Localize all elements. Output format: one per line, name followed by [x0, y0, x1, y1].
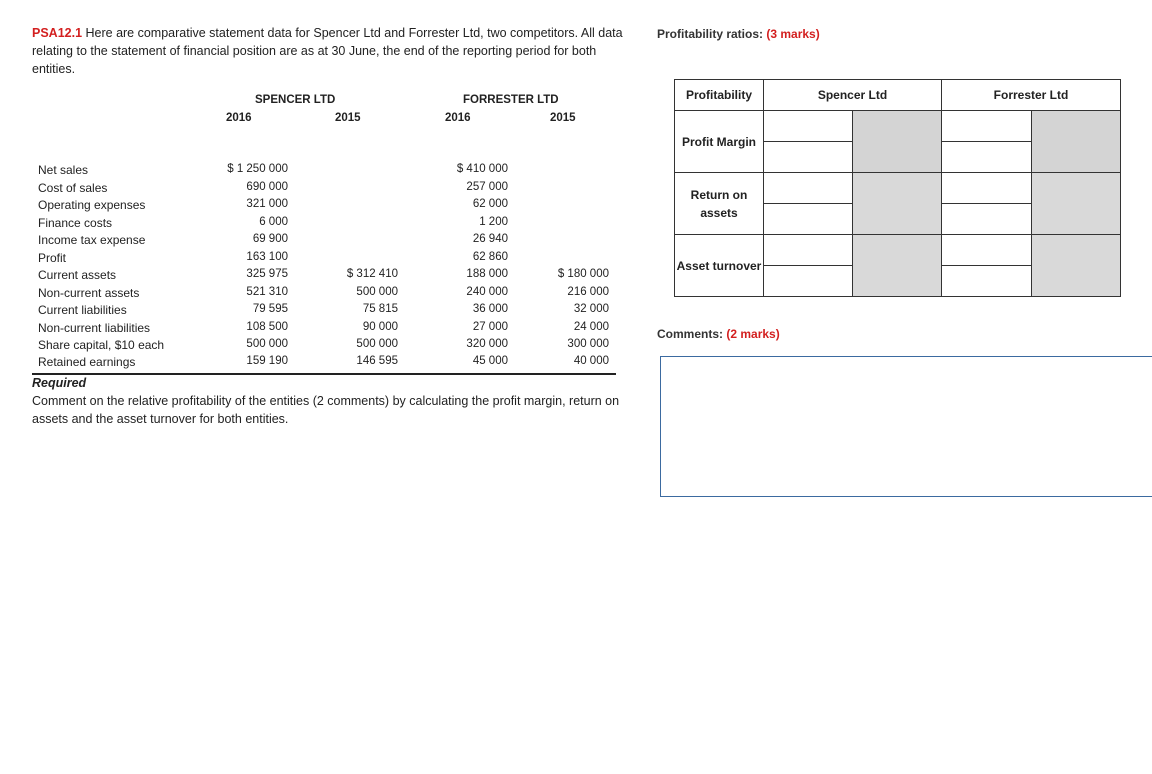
cell-value: 690 000	[246, 181, 288, 193]
cell-value: 90 000	[362, 321, 398, 333]
ratios-marks: (3 marks)	[766, 27, 820, 41]
cell-value: 32 000	[573, 303, 609, 315]
answer-cell[interactable]	[764, 111, 853, 142]
comments-title-text: Comments:	[657, 327, 727, 341]
ratios-title	[657, 27, 820, 41]
company-a-header: SPENCER LTD	[255, 94, 336, 106]
answer-cell[interactable]	[942, 204, 1032, 235]
cell-value: $ 180 000	[557, 268, 609, 280]
shaded-cell	[853, 235, 942, 297]
row-label: Current assets	[38, 268, 117, 282]
cell-value: 521 310	[246, 286, 288, 298]
cell-value: 500 000	[356, 338, 398, 350]
comments-title	[657, 327, 780, 341]
year-header: 2016	[226, 112, 252, 124]
row-label: Operating expenses	[38, 198, 146, 212]
answer-cell[interactable]	[942, 111, 1032, 142]
year-header: 2016	[445, 112, 471, 124]
question-intro	[32, 24, 632, 78]
question-code: PSA12.1	[32, 26, 83, 40]
comments-input[interactable]	[660, 356, 1152, 497]
year-header: 2015	[550, 112, 576, 124]
ratios-header-forrester: Forrester Ltd	[942, 80, 1121, 111]
answer-cell[interactable]	[764, 173, 853, 204]
answer-cell[interactable]	[942, 235, 1032, 266]
shaded-cell	[853, 111, 942, 173]
row-label: Profit	[38, 251, 67, 265]
cell-value: 26 940	[472, 233, 508, 245]
cell-value: 216 000	[567, 286, 609, 298]
cell-value: 300 000	[567, 338, 609, 350]
cell-value: 62 000	[472, 198, 508, 210]
cell-value: 75 815	[362, 303, 398, 315]
cell-value: 24 000	[573, 321, 609, 333]
cell-value: 62 860	[472, 251, 508, 263]
cell-value: 69 900	[252, 233, 288, 245]
answer-cell[interactable]	[942, 142, 1032, 173]
question-text: Here are comparative statement data for Spencer Ltd and Forrester Ltd, two competitors. All data relating to the statement of financial position are as at 30 June, the end of the reporting period for both entities.	[32, 26, 623, 76]
ratio-label-return-on-assets: Return on assets	[675, 173, 764, 235]
cell-value: 146 595	[356, 355, 398, 367]
shaded-cell	[853, 173, 942, 235]
divider	[32, 373, 616, 375]
ratios-header-profitability: Profitability	[675, 80, 764, 111]
shaded-cell	[1031, 111, 1121, 173]
row-label: Non-current assets	[38, 286, 140, 300]
cell-value: 159 190	[246, 355, 288, 367]
shaded-cell	[1031, 173, 1121, 235]
answer-cell[interactable]	[764, 235, 853, 266]
cell-value: 40 000	[573, 355, 609, 367]
row-label: Cost of sales	[38, 181, 108, 195]
cell-value: 188 000	[466, 268, 508, 280]
cell-value: 1 200	[479, 216, 508, 228]
cell-value: 321 000	[246, 198, 288, 210]
row-label: Net sales	[38, 163, 89, 177]
cell-value: 163 100	[246, 251, 288, 263]
row-label: Finance costs	[38, 216, 113, 230]
year-header: 2015	[335, 112, 361, 124]
row-label: Retained earnings	[38, 355, 136, 369]
cell-value: $ 410 000	[456, 163, 508, 175]
comments-marks: (2 marks)	[726, 327, 780, 341]
ratio-label-profit-margin: Profit Margin	[675, 111, 764, 173]
company-b-header: FORRESTER LTD	[463, 94, 559, 106]
cell-value: 79 595	[252, 303, 288, 315]
cell-value: $ 312 410	[346, 268, 398, 280]
ratios-header-spencer: Spencer Ltd	[764, 80, 942, 111]
cell-value: 500 000	[246, 338, 288, 350]
cell-value: 45 000	[472, 355, 508, 367]
row-label: Current liabilities	[38, 303, 127, 317]
answer-cell[interactable]	[942, 173, 1032, 204]
cell-value: 320 000	[466, 338, 508, 350]
ratios-table	[674, 79, 1121, 297]
required-heading: Required	[32, 376, 87, 390]
row-label: Income tax expense	[38, 233, 146, 247]
cell-value: 6 000	[259, 216, 288, 228]
shaded-cell	[1031, 235, 1121, 297]
cell-value: 500 000	[356, 286, 398, 298]
row-label: Share capital, $10 each	[38, 338, 165, 352]
cell-value: 240 000	[466, 286, 508, 298]
ratio-label-asset-turnover: Asset turnover	[675, 235, 764, 297]
cell-value: 257 000	[466, 181, 508, 193]
cell-value: 108 500	[246, 321, 288, 333]
answer-cell[interactable]	[764, 266, 853, 297]
cell-value: $ 1 250 000	[227, 163, 288, 175]
required-text: Comment on the relative profitability of the entities (2 comments) by calculating the profit margin, return on assets and the asset turnover for both entities.	[32, 394, 620, 426]
answer-cell[interactable]	[764, 142, 853, 173]
answer-cell[interactable]	[764, 204, 853, 235]
row-label: Non-current liabilities	[38, 321, 151, 335]
ratios-title-text: Profitability ratios:	[657, 27, 767, 41]
cell-value: 325 975	[246, 268, 288, 280]
cell-value: 27 000	[472, 321, 508, 333]
answer-cell[interactable]	[942, 266, 1032, 297]
cell-value: 36 000	[472, 303, 508, 315]
